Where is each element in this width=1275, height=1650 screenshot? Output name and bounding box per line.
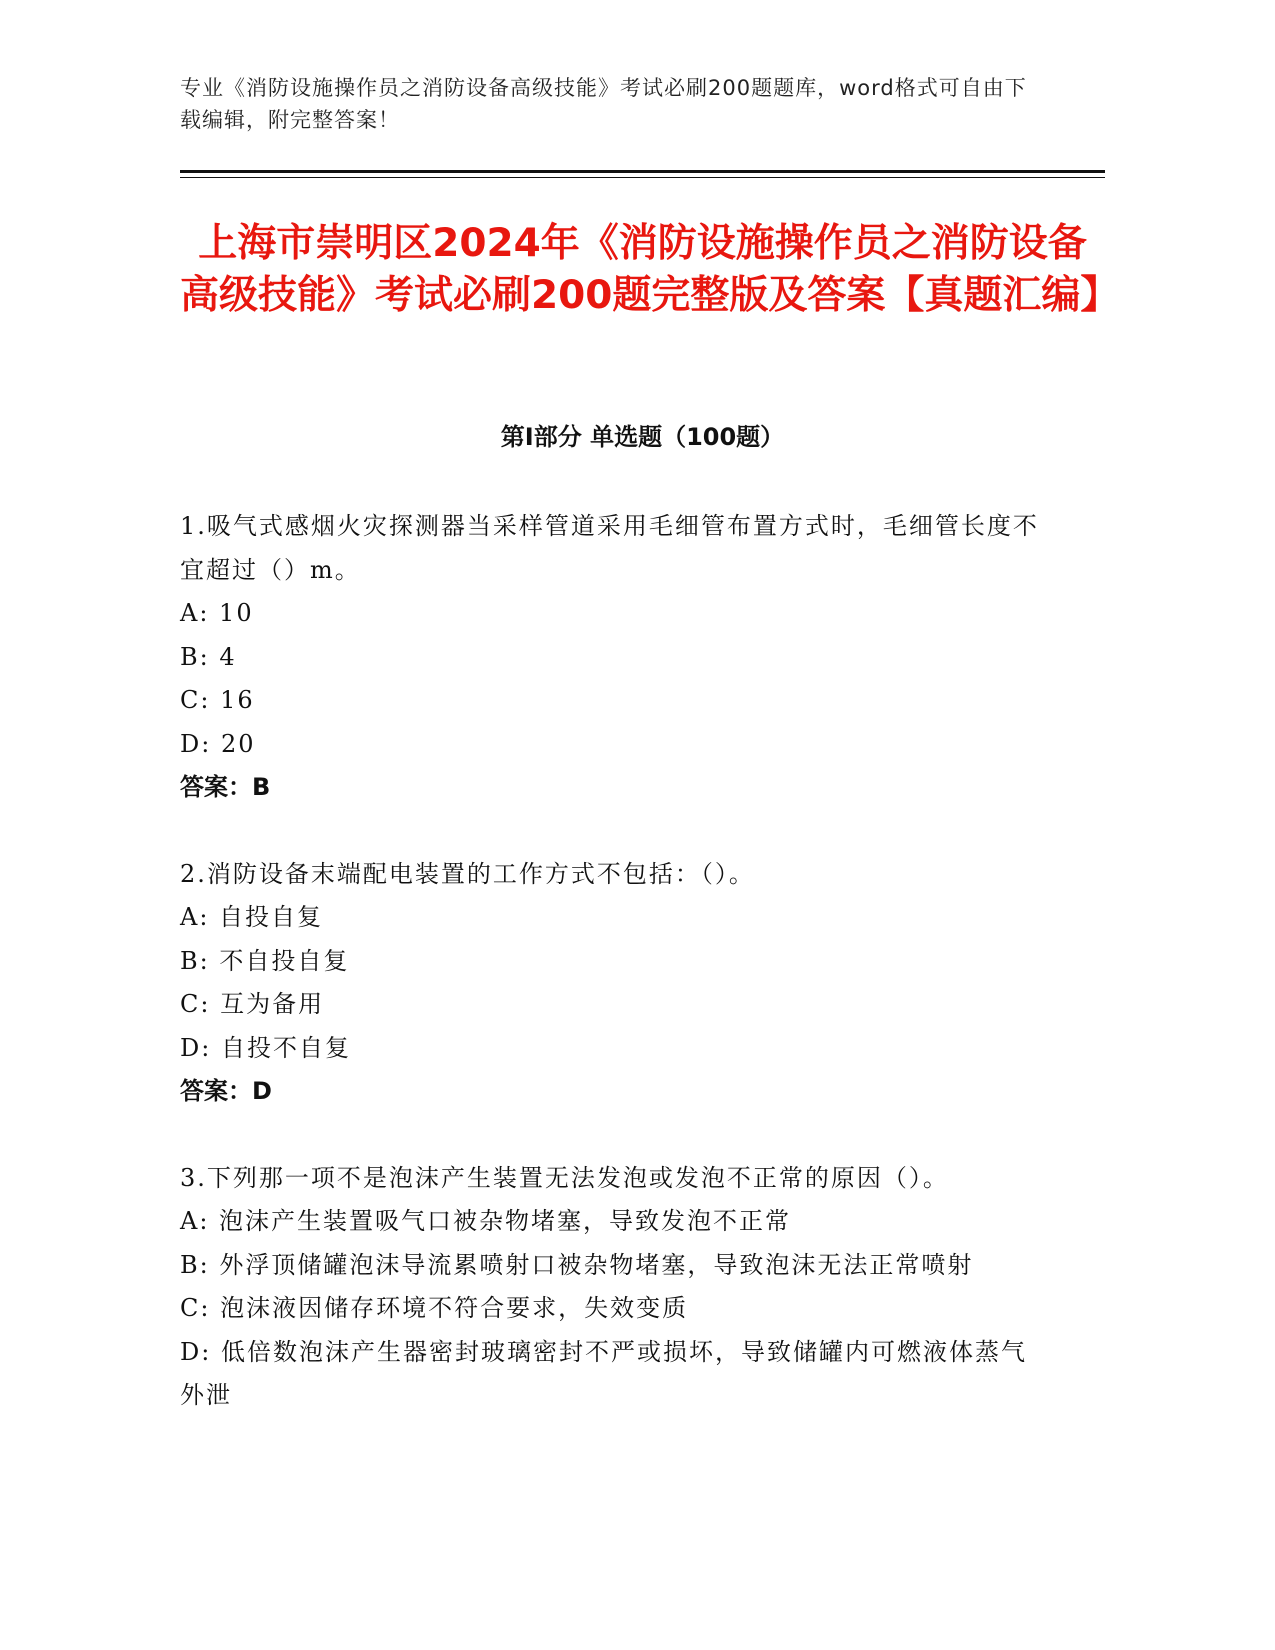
option-a: A: 泡沫产生装置吸气口被杂物堵塞，导致发泡不正常 (180, 1207, 792, 1235)
option-b: B: 外浮顶储罐泡沫导流累喷射口被杂物堵塞，导致泡沫无法正常喷射 (180, 1250, 974, 1279)
option-b: B: 4 (180, 642, 237, 671)
question-list (180, 505, 1040, 1461)
answer: 答案：B (180, 773, 271, 801)
option-c: C: 泡沫液因储存环境不符合要求，失效变质 (180, 1294, 689, 1322)
section-title: 第I部分 单选题（100题） (500, 423, 785, 451)
question-1 (180, 505, 1040, 810)
question-stem: 3.下列那一项不是泡沫产生装置无法发泡或发泡不正常的原因（）。 (180, 1163, 949, 1192)
option-b: B: 不自投自复 (180, 946, 350, 975)
document-title: 上海市崇明区2024年《消防设施操作员之消防设备高级技能》考试必刷200题完整版及答案【真题汇编】 (180, 221, 1120, 318)
option-d: D: 20 (180, 729, 256, 758)
option-a: A: 自投自复 (180, 903, 324, 931)
option-d: D: 自投不自复 (180, 1033, 351, 1062)
question-2 (180, 853, 1040, 1114)
option-c: C: 互为备用 (180, 990, 325, 1018)
question-stem: 2.消防设备末端配电装置的工作方式不包括：（）。 (180, 859, 755, 888)
question-stem: 1.吸气式感烟火灾探测器当采样管道采用毛细管布置方式时，毛细管长度不宜超过（）m。 (180, 512, 1039, 584)
option-a: A: 10 (180, 599, 254, 627)
header-divider-thick (180, 170, 1105, 173)
option-c: C: 16 (180, 686, 255, 714)
header-divider-thin (180, 177, 1105, 178)
header-note: 专业《消防设施操作员之消防设备高级技能》考试必刷200题题库，word格式可自由下载编辑，附完整答案！ (180, 76, 1027, 132)
option-d: D: 低倍数泡沫产生器密封玻璃密封不严或损坏，导致储罐内可燃液体蒸气外泄 (180, 1337, 1027, 1409)
answer: 答案：D (180, 1077, 272, 1105)
question-3 (180, 1157, 1040, 1418)
